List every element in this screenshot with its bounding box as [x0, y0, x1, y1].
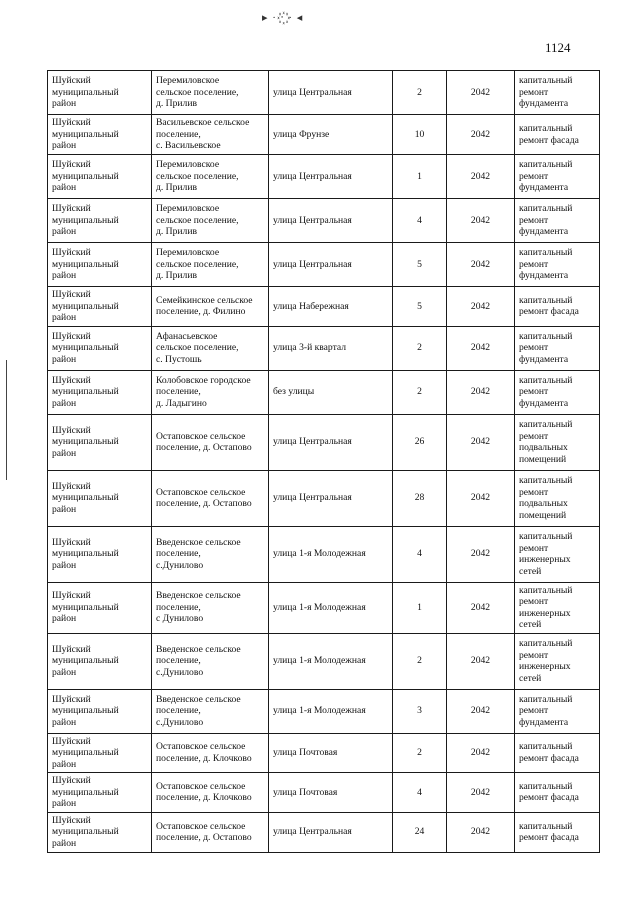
work-type-cell: капитальный ремонт фундамента: [515, 370, 600, 414]
work-type-cell: капитальный ремонт фасада: [515, 812, 600, 852]
house-number-cell: 10: [393, 115, 447, 155]
house-number-cell: 1: [393, 155, 447, 199]
street-cell: улица Центральная: [269, 155, 393, 199]
year-cell: 2042: [447, 812, 515, 852]
year-cell: 2042: [447, 633, 515, 689]
street-cell: улица Фрунзе: [269, 115, 393, 155]
settlement-cell: Васильевское сельское поселение, с. Васильевское: [152, 115, 269, 155]
table-row: [48, 71, 600, 115]
year-cell: 2042: [447, 526, 515, 582]
year-cell: 2042: [447, 689, 515, 733]
district-cell: Шуйский муниципальный район: [48, 812, 152, 852]
house-number-cell: 3: [393, 689, 447, 733]
settlement-cell: Афанасьевское сельское поселение, с. Пустошь: [152, 326, 269, 370]
housing-repair-table: [47, 70, 600, 853]
house-number-cell: 2: [393, 326, 447, 370]
work-type-cell: капитальный ремонт фундамента: [515, 689, 600, 733]
table-row: [48, 633, 600, 689]
table-body: [48, 71, 600, 853]
year-cell: 2042: [447, 733, 515, 773]
street-cell: улица Центральная: [269, 199, 393, 243]
district-cell: Шуйский муниципальный район: [48, 155, 152, 199]
house-number-cell: 4: [393, 526, 447, 582]
table-row: [48, 326, 600, 370]
house-number-cell: 4: [393, 199, 447, 243]
settlement-cell: Введенское сельское поселение, с.Дунилово: [152, 689, 269, 733]
street-cell: без улицы: [269, 370, 393, 414]
house-number-cell: 2: [393, 370, 447, 414]
district-cell: Шуйский муниципальный район: [48, 773, 152, 813]
house-number-cell: 1: [393, 582, 447, 633]
work-type-cell: капитальный ремонт инженерных сетей: [515, 582, 600, 633]
settlement-cell: Введенское сельское поселение, с Дунилово: [152, 582, 269, 633]
year-cell: 2042: [447, 326, 515, 370]
table-row: [48, 199, 600, 243]
settlement-cell: Перемиловское сельское поселение, д. Прилив: [152, 71, 269, 115]
year-cell: 2042: [447, 470, 515, 526]
page-number: 1124: [545, 40, 571, 55]
district-cell: Шуйский муниципальный район: [48, 370, 152, 414]
year-cell: 2042: [447, 155, 515, 199]
district-cell: Шуйский муниципальный район: [48, 733, 152, 773]
street-cell: улица Центральная: [269, 470, 393, 526]
street-cell: улица 1-я Молодежная: [269, 582, 393, 633]
work-type-cell: капитальный ремонт фасада: [515, 733, 600, 773]
work-type-cell: капитальный ремонт фундамента: [515, 71, 600, 115]
district-cell: Шуйский муниципальный район: [48, 115, 152, 155]
year-cell: 2042: [447, 287, 515, 327]
work-type-cell: капитальный ремонт фасада: [515, 773, 600, 813]
settlement-cell: Введенское сельское поселение, с.Дунилово: [152, 526, 269, 582]
work-type-cell: капитальный ремонт подвальных помещений: [515, 414, 600, 470]
table-row: [48, 287, 600, 327]
settlement-cell: Перемиловское сельское поселение, д. Прилив: [152, 199, 269, 243]
house-number-cell: 28: [393, 470, 447, 526]
work-type-cell: капитальный ремонт подвальных помещений: [515, 470, 600, 526]
table-row: [48, 733, 600, 773]
house-number-cell: 26: [393, 414, 447, 470]
district-cell: Шуйский муниципальный район: [48, 689, 152, 733]
street-cell: улица Центральная: [269, 812, 393, 852]
table-row: [48, 370, 600, 414]
table-row: [48, 155, 600, 199]
district-cell: Шуйский муниципальный район: [48, 633, 152, 689]
house-number-cell: 2: [393, 71, 447, 115]
work-type-cell: капитальный ремонт фасада: [515, 115, 600, 155]
street-cell: улица 3-й квартал: [269, 326, 393, 370]
house-number-cell: 5: [393, 287, 447, 327]
work-type-cell: капитальный ремонт фундамента: [515, 326, 600, 370]
settlement-cell: Семейкинское сельское поселение, д. Филино: [152, 287, 269, 327]
house-number-cell: 24: [393, 812, 447, 852]
house-number-cell: 2: [393, 633, 447, 689]
street-cell: улица Центральная: [269, 243, 393, 287]
district-cell: Шуйский муниципальный район: [48, 287, 152, 327]
work-type-cell: капитальный ремонт фасада: [515, 287, 600, 327]
year-cell: 2042: [447, 243, 515, 287]
year-cell: 2042: [447, 370, 515, 414]
street-cell: улица 1-я Молодежная: [269, 526, 393, 582]
district-cell: Шуйский муниципальный район: [48, 582, 152, 633]
house-number-cell: 5: [393, 243, 447, 287]
year-cell: 2042: [447, 199, 515, 243]
table-row: [48, 470, 600, 526]
table-row: [48, 526, 600, 582]
district-cell: Шуйский муниципальный район: [48, 470, 152, 526]
district-cell: Шуйский муниципальный район: [48, 71, 152, 115]
work-type-cell: капитальный ремонт фундамента: [515, 155, 600, 199]
table-row: [48, 689, 600, 733]
settlement-cell: Остаповское сельское поселение, д. Остапово: [152, 812, 269, 852]
settlement-cell: Введенское сельское поселение, с.Дунилово: [152, 633, 269, 689]
house-number-cell: 2: [393, 733, 447, 773]
year-cell: 2042: [447, 414, 515, 470]
work-type-cell: капитальный ремонт инженерных сетей: [515, 633, 600, 689]
district-cell: Шуйский муниципальный район: [48, 526, 152, 582]
work-type-cell: капитальный ремонт инженерных сетей: [515, 526, 600, 582]
settlement-cell: Остаповское сельское поселение, д. Клочково: [152, 773, 269, 813]
district-cell: Шуйский муниципальный район: [48, 243, 152, 287]
house-number-cell: 4: [393, 773, 447, 813]
settlement-cell: Остаповское сельское поселение, д. Остапово: [152, 470, 269, 526]
year-cell: 2042: [447, 582, 515, 633]
street-cell: улица 1-я Молодежная: [269, 689, 393, 733]
year-cell: 2042: [447, 71, 515, 115]
district-cell: Шуйский муниципальный район: [48, 326, 152, 370]
year-cell: 2042: [447, 773, 515, 813]
street-cell: улица Центральная: [269, 71, 393, 115]
year-cell: 2042: [447, 115, 515, 155]
street-cell: улица Почтовая: [269, 733, 393, 773]
table-row: [48, 812, 600, 852]
street-cell: улица Набережная: [269, 287, 393, 327]
table-row: [48, 243, 600, 287]
district-cell: Шуйский муниципальный район: [48, 414, 152, 470]
table-row: [48, 773, 600, 813]
street-cell: улица Почтовая: [269, 773, 393, 813]
street-cell: улица 1-я Молодежная: [269, 633, 393, 689]
settlement-cell: Остаповское сельское поселение, д. Остапово: [152, 414, 269, 470]
street-cell: улица Центральная: [269, 414, 393, 470]
settlement-cell: Колобовское городское поселение, д. Ладыгино: [152, 370, 269, 414]
top-header-mark: ▸ · ·꙰꙰ · ◂: [262, 12, 304, 24]
work-type-cell: капитальный ремонт фундамента: [515, 243, 600, 287]
table-row: [48, 414, 600, 470]
table-row: [48, 582, 600, 633]
margin-rule: [6, 360, 7, 480]
settlement-cell: Перемиловское сельское поселение, д. Прилив: [152, 243, 269, 287]
district-cell: Шуйский муниципальный район: [48, 199, 152, 243]
table-row: [48, 115, 600, 155]
settlement-cell: Перемиловское сельское поселение, д. Прилив: [152, 155, 269, 199]
work-type-cell: капитальный ремонт фундамента: [515, 199, 600, 243]
settlement-cell: Остаповское сельское поселение, д. Клочково: [152, 733, 269, 773]
